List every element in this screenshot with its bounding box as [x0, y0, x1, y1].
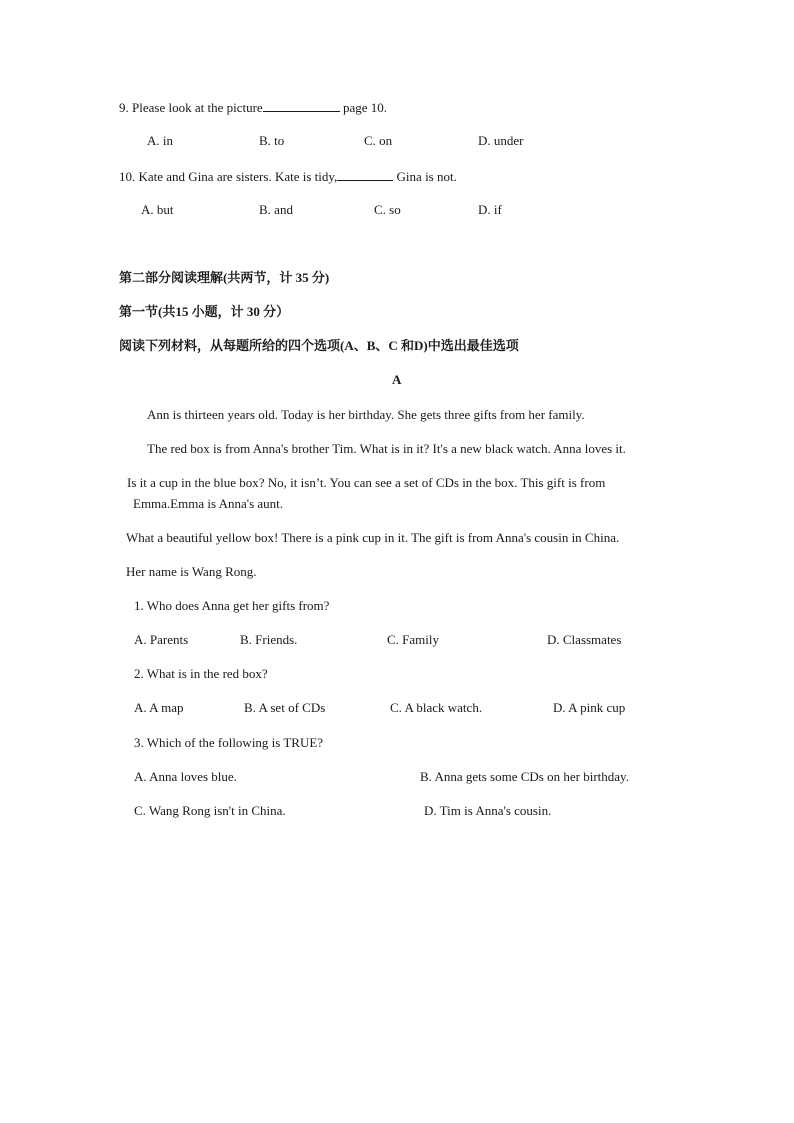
question-3-option-b: B. Anna gets some CDs on her birthday. [420, 769, 629, 784]
passage-label: A [392, 372, 402, 387]
answer-blank [337, 168, 393, 181]
question-10-option-c: C. so [374, 202, 401, 217]
question-10-stem-end: Gina is not. [393, 169, 457, 184]
question-2-stem: 2. What is in the red box? [134, 666, 268, 681]
question-2-option-b: B. A set of CDs [244, 700, 326, 715]
question-9-option-a: A. in [147, 133, 173, 148]
question-10-option-b: B. and [259, 202, 293, 217]
question-9-stem-end: page 10. [339, 100, 387, 115]
question-3-option-d: D. Tim is Anna's cousin. [424, 803, 552, 818]
part-two-heading: 第二部分阅读理解(共两节，计 35 分) [119, 270, 330, 285]
question-1-option-d: D. Classmates [547, 632, 622, 647]
section-one-heading: 第一节(共15 小题，计 30 分） [119, 304, 290, 319]
question-2-option-a: A. A map [134, 700, 184, 715]
question-1-option-c: C. Family [387, 632, 440, 647]
passage-paragraph-3-line-1: Is it a cup in the blue box? No, it isn’t. You can see a set of CDs in the box. This gift is from [127, 475, 606, 490]
passage-paragraph-2: The red box is from Anna's brother Tim. What is in it? It's a new black watch. Anna loves it. [147, 441, 626, 456]
question-9-stem [119, 99, 387, 116]
answer-blank [263, 99, 340, 112]
question-9-option-c: C. on [364, 133, 393, 148]
question-9-option-d: D. under [478, 133, 524, 148]
question-10-stem-start: 10. Kate and Gina are sisters. Kate is tidy, [119, 169, 338, 184]
passage-paragraph-4-line-2: Her name is Wang Rong. [126, 564, 257, 579]
passage-paragraph-1: Ann is thirteen years old. Today is her birthday. She gets three gifts from her family. [147, 407, 585, 422]
question-1-stem: 1. Who does Anna get her gifts from? [134, 598, 330, 613]
question-3-stem: 3. Which of the following is TRUE? [134, 735, 324, 750]
question-1-option-b: B. Friends. [240, 632, 298, 647]
question-10-option-d: D. if [478, 202, 502, 217]
question-9-stem-start: 9. Please look at the picture [119, 100, 263, 115]
question-9-option-b: B. to [259, 133, 285, 148]
question-10-option-a: A. but [141, 202, 174, 217]
question-10-stem [119, 168, 457, 185]
question-2-option-d: D. A pink cup [553, 700, 626, 715]
question-3-option-a: A. Anna loves blue. [134, 769, 237, 784]
passage-paragraph-4-line-1: What a beautiful yellow box! There is a pink cup in it. The gift is from Anna's cousin in China. [126, 530, 620, 545]
passage-paragraph-3-line-2: Emma.Emma is Anna's aunt. [133, 496, 284, 511]
reading-instruction: 阅读下列材料，从每题所给的四个选项(A、B、C 和D)中选出最佳选项 [119, 338, 519, 353]
question-3-option-c: C. Wang Rong isn't in China. [134, 803, 286, 818]
question-1-option-a: A. Parents [134, 632, 189, 647]
question-2-option-c: C. A black watch. [390, 700, 483, 715]
